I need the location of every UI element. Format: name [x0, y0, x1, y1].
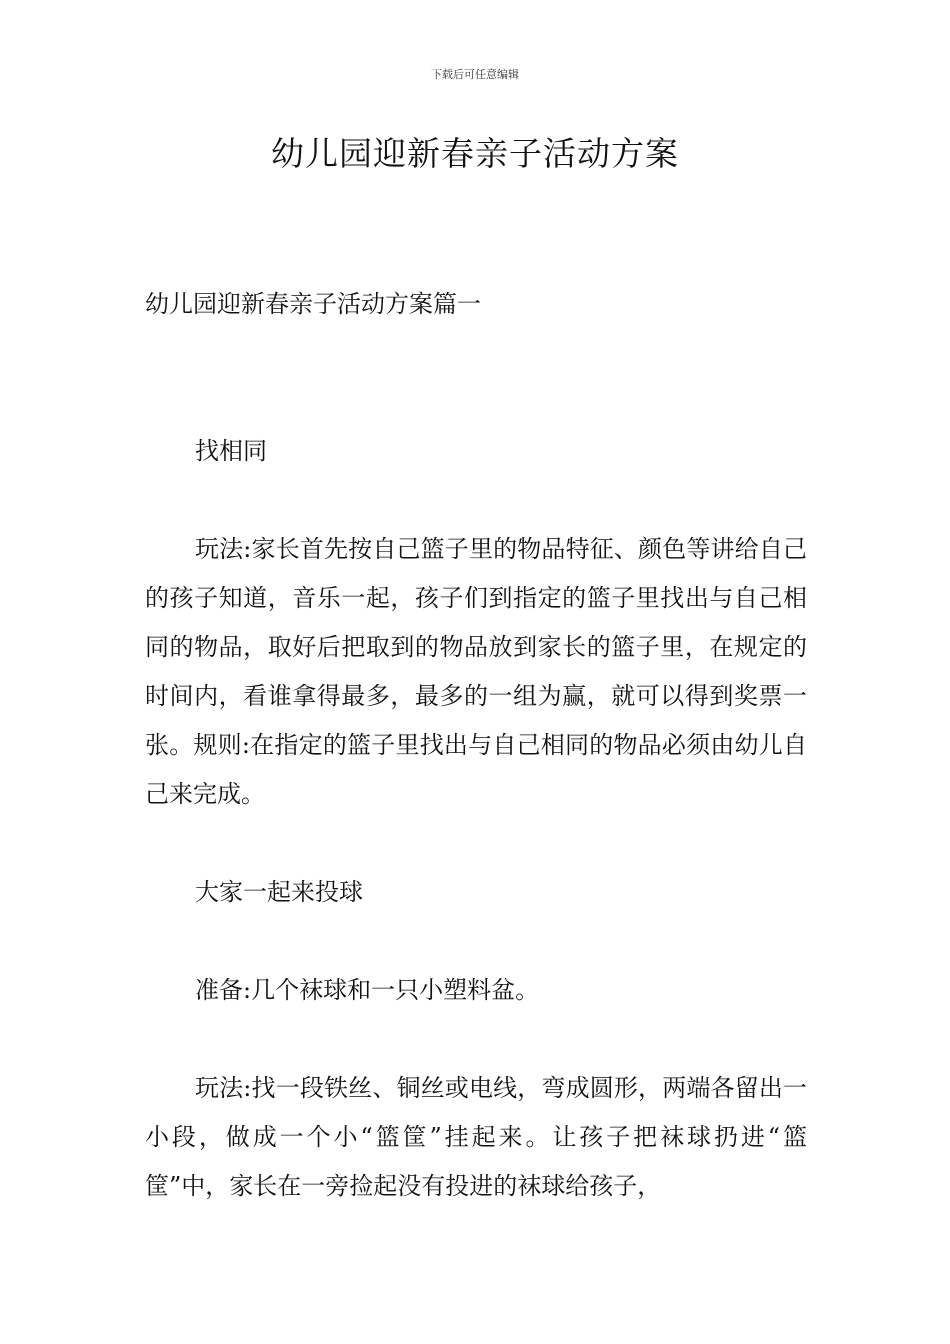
game1-name: 找相同 — [195, 437, 267, 465]
game2-name: 大家一起来投球 — [195, 878, 363, 906]
spacer — [145, 819, 807, 868]
spacer — [145, 917, 807, 966]
game1-rules: 玩法:家长首先按自己篮子里的物品特征、颜色等讲给自己的孩子知道，音乐一起，孩子们到指定的篮子里找出与自己相同的物品，取好后把取到的物品放到家长的篮子里，在规定的时间内，看谁拿得最多，最多的一组为赢，就可以得到奖票一张。规则:在指定的篮子里找出与自己相同的物品必须由幼儿自己来完成。 — [145, 535, 807, 808]
spacer — [145, 476, 807, 525]
document-title: 幼儿园迎新春亲子活动方案 — [271, 134, 679, 173]
spacer — [145, 1015, 807, 1064]
spacer — [145, 329, 807, 427]
game2-rules: 玩法:找一段铁丝、铜丝或电线，弯成圆形，两端各留出一小段，做成一个小“篮筐”挂起来。让孩子把袜球扔进“篮筐”中，家长在一旁捡起没有投进的袜球给孩子， — [145, 1074, 807, 1200]
section-heading: 幼儿园迎新春亲子活动方案篇一 — [145, 290, 481, 318]
header-note: 下载后可任意编辑 — [431, 68, 519, 81]
document-body — [145, 280, 807, 1211]
game2-preparation: 准备:几个袜球和一只小塑料盆。 — [195, 976, 540, 1004]
